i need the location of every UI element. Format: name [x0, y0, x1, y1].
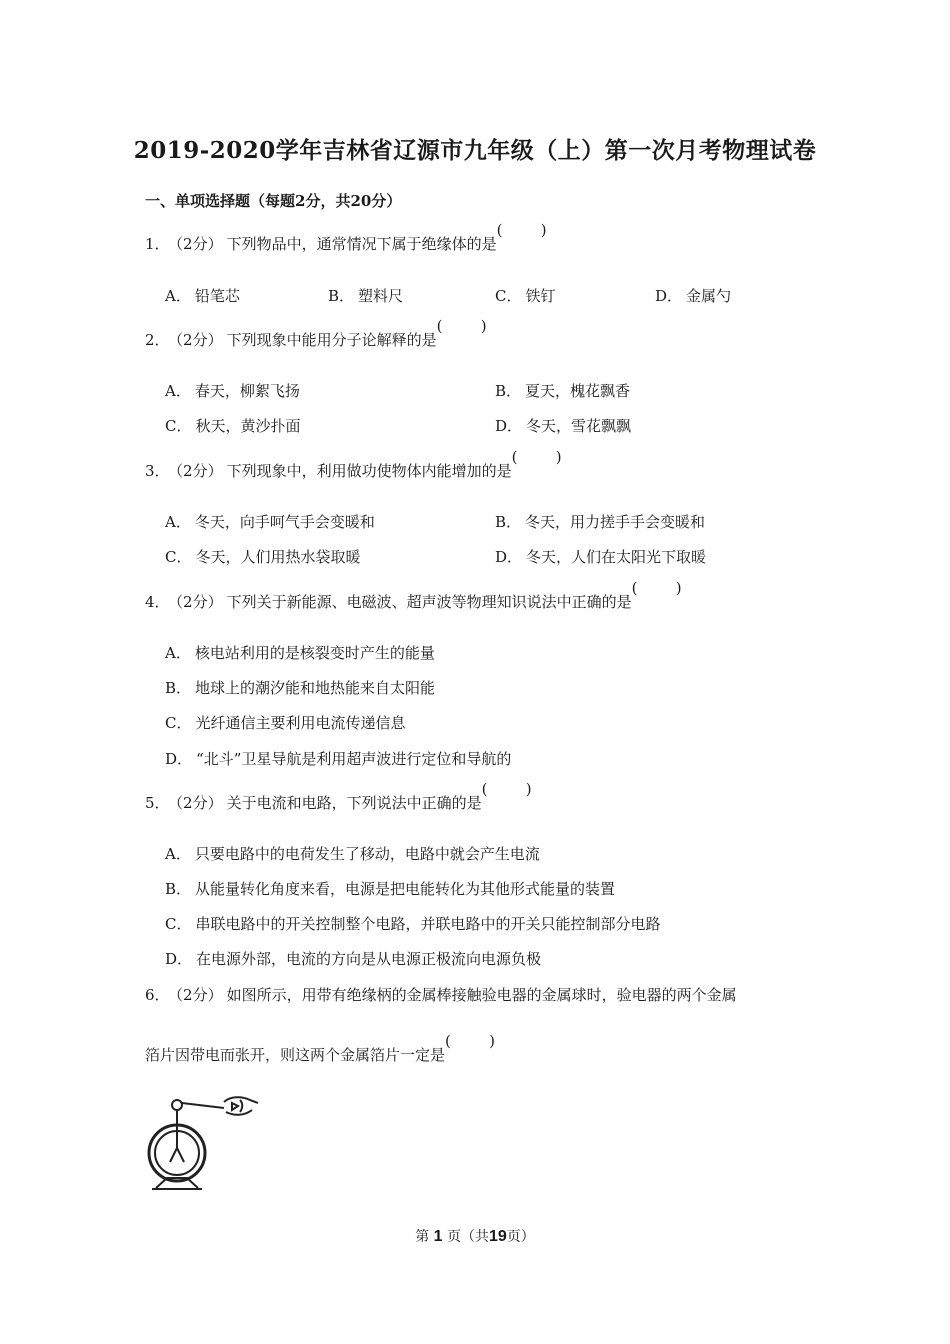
question-6-continued	[145, 1032, 496, 1065]
option-c: C． 冬天，人们用热水袋取暖	[165, 548, 361, 566]
option-d: D． 冬天，雪花飘飘	[495, 417, 632, 435]
option-a: A． 春天，柳絮飞扬	[165, 382, 300, 400]
option-a: A． 冬天，向手呵气手会变暖和	[165, 513, 375, 531]
option-d: D． “北斗”卫星导航是利用超声波进行定位和导航的	[165, 750, 512, 768]
electroscope-figure	[142, 1088, 262, 1198]
question-stem: 关于电流和电路，下列说法中正确的是	[226, 794, 482, 812]
option-a: A． 铅笔芯	[165, 287, 240, 305]
question-score: （2分）	[175, 235, 223, 253]
page-number: 1	[433, 1228, 443, 1245]
option-b: B． 地球上的潮汐能和地热能来自太阳能	[165, 679, 436, 697]
option-c: C． 光纤通信主要利用电流传递信息	[165, 714, 406, 732]
page-footer: 第 1 页（共19页）	[415, 1228, 535, 1245]
option-a: A． 核电站利用的是核裂变时产生的能量	[165, 644, 435, 662]
question-3: 3． （2分） 下列现象中，利用做功使物体内能增加的是 ( )	[145, 448, 562, 480]
answer-blank: ( )	[496, 221, 547, 239]
option-c: C． 串联电路中的开关控制整个电路，并联电路中的开关只能控制部分电路	[165, 915, 661, 933]
option-d: D． 金属勺	[655, 287, 732, 305]
option-b: B． 塑料尺	[328, 287, 404, 305]
answer-blank: ( )	[436, 317, 487, 335]
answer-blank: ( )	[511, 448, 562, 466]
question-5: 5． （2分） 关于电流和电路，下列说法中正确的是 ( )	[145, 780, 532, 812]
electroscope-illustration-icon	[142, 1088, 262, 1198]
question-stem: 下列物品中，通常情况下属于绝缘体的是	[226, 235, 497, 253]
question-1	[145, 221, 547, 254]
question-stem: 下列关于新能源、电磁波、超声波等物理知识说法中正确的是	[226, 593, 632, 611]
section-heading: 一、单项选择题（每题2分，共20分）	[145, 192, 402, 210]
answer-blank: ( )	[481, 780, 532, 798]
answer-blank: ( )	[631, 579, 682, 597]
question-4: 4． （2分） 下列关于新能源、电磁波、超声波等物理知识说法中正确的是 ( )	[145, 579, 682, 611]
option-d: D． 在电源外部，电流的方向是从电源正极流向电源负极	[165, 950, 542, 968]
question-stem: 下列现象中能用分子论解释的是	[226, 331, 437, 349]
page-total: 19	[489, 1228, 507, 1245]
option-a: A． 只要电路中的电荷发生了移动，电路中就会产生电流	[165, 845, 540, 863]
option-d: D． 冬天，人们在太阳光下取暖	[495, 548, 707, 566]
question-number: 1．	[145, 235, 170, 253]
question-stem: 如图所示，用带有绝缘柄的金属棒接触验电器的金属球时，验电器的两个金属	[226, 986, 737, 1004]
option-c: C． 铁钉	[495, 287, 556, 305]
answer-blank: ( )	[445, 1032, 496, 1050]
page-title: 2019-2020学年吉林省辽源市九年级（上）第一次月考物理试卷	[133, 137, 817, 164]
question-6: 6． （2分） 如图所示，用带有绝缘柄的金属棒接触验电器的金属球时，验电器的两个金属	[145, 986, 737, 1004]
option-c: C． 秋天，黄沙扑面	[165, 417, 301, 435]
option-b: B． 冬天，用力搓手手会变暖和	[495, 513, 706, 531]
question-2: 2． （2分） 下列现象中能用分子论解释的是 ( )	[145, 317, 487, 349]
question-stem: 下列现象中，利用做功使物体内能增加的是	[226, 462, 512, 480]
option-b: B． 夏天，槐花飘香	[495, 382, 631, 400]
question-stem-continued: 箔片因带电而张开，则这两个金属箔片一定是	[145, 1046, 446, 1064]
option-b: B． 从能量转化角度来看，电源是把电能转化为其他形式能量的装置	[165, 880, 616, 898]
